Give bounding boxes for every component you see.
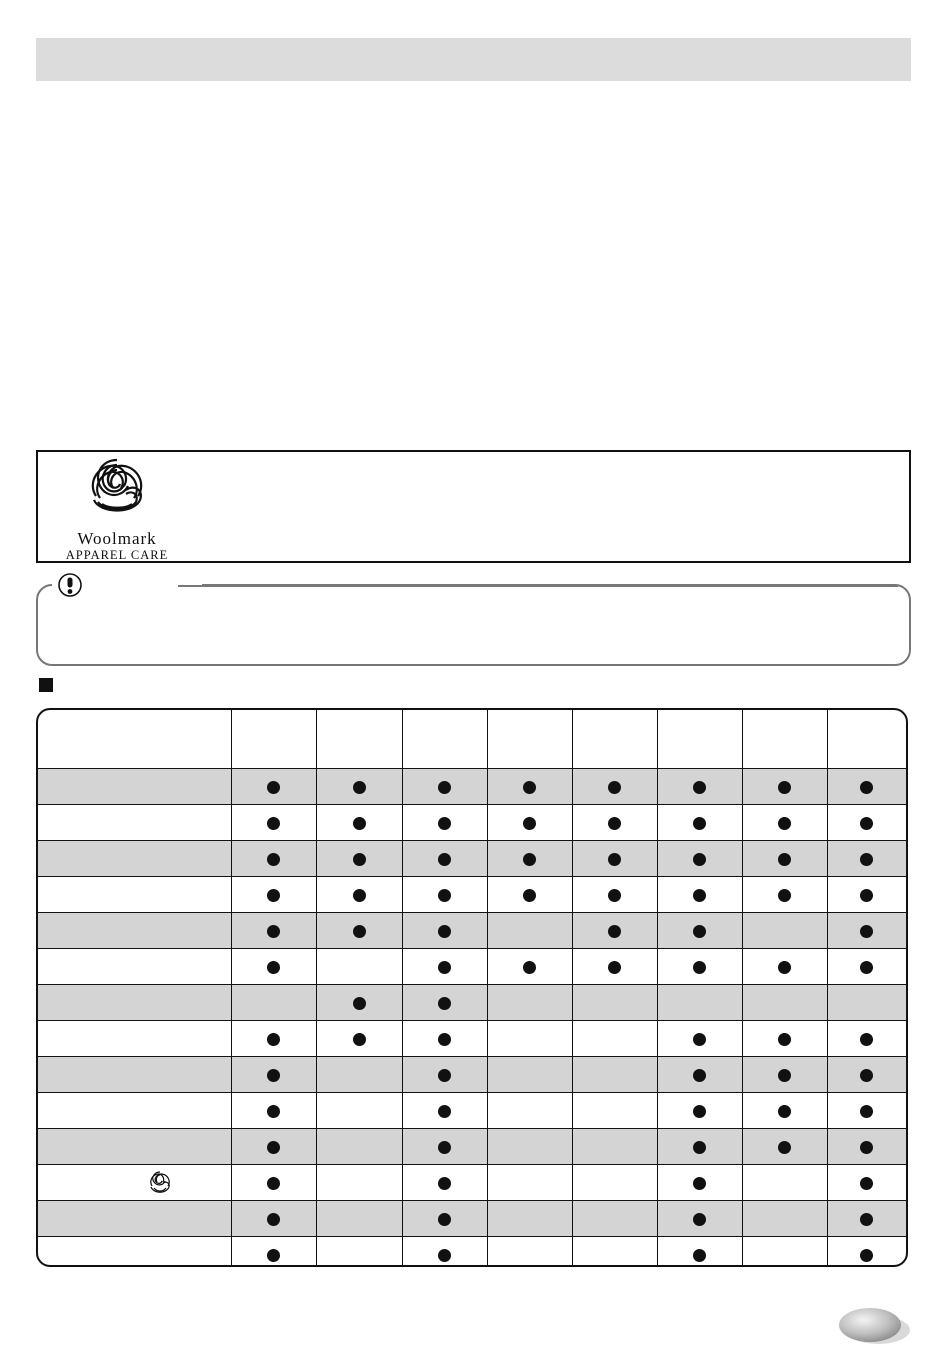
header-col-1 xyxy=(231,710,316,769)
check-dot xyxy=(693,853,706,866)
check-dot xyxy=(778,961,791,974)
check-dot xyxy=(267,853,280,866)
table-cell xyxy=(231,769,316,805)
table-cell xyxy=(231,985,316,1021)
check-dot xyxy=(860,961,873,974)
check-dot xyxy=(608,889,621,902)
check-dot xyxy=(860,1177,873,1190)
table-cell xyxy=(487,949,572,985)
table-cell xyxy=(827,1237,906,1268)
check-dot xyxy=(438,817,451,830)
table-cell xyxy=(231,841,316,877)
table-cell xyxy=(742,1021,827,1057)
table-cell xyxy=(827,805,906,841)
table-cell xyxy=(402,949,487,985)
row-label-cell xyxy=(38,1057,231,1093)
check-dot xyxy=(438,1141,451,1154)
exclamation-icon xyxy=(58,573,82,597)
check-dot xyxy=(267,1213,280,1226)
check-dot xyxy=(353,997,366,1010)
check-dot xyxy=(523,961,536,974)
table-cell xyxy=(487,1057,572,1093)
table-cell xyxy=(742,1129,827,1165)
check-dot xyxy=(778,781,791,794)
row-label-cell xyxy=(38,1201,231,1237)
table-row xyxy=(38,949,906,985)
table-cell xyxy=(827,1057,906,1093)
table-cell xyxy=(572,841,657,877)
row-label-cell xyxy=(38,985,231,1021)
table-cell xyxy=(742,913,827,949)
woolmark-notice-box xyxy=(36,450,911,563)
table-cell xyxy=(572,949,657,985)
header-col-7 xyxy=(742,710,827,769)
check-dot xyxy=(693,961,706,974)
table-cell xyxy=(487,1021,572,1057)
table-cell xyxy=(827,769,906,805)
row-label-cell xyxy=(38,805,231,841)
table-cell xyxy=(657,913,742,949)
woolmark-logo xyxy=(64,456,170,560)
check-dot xyxy=(693,1249,706,1262)
table-cell xyxy=(231,1129,316,1165)
check-dot xyxy=(608,961,621,974)
check-dot xyxy=(608,925,621,938)
table-cell xyxy=(402,985,487,1021)
table-cell xyxy=(487,913,572,949)
table-cell xyxy=(231,805,316,841)
table-header-row xyxy=(38,710,906,769)
check-dot xyxy=(778,853,791,866)
table-cell xyxy=(402,1021,487,1057)
table-cell xyxy=(487,769,572,805)
check-dot xyxy=(523,781,536,794)
table-row xyxy=(38,769,906,805)
table-cell xyxy=(742,949,827,985)
table-cell xyxy=(231,1057,316,1093)
check-dot xyxy=(438,781,451,794)
header-col-4 xyxy=(487,710,572,769)
row-label-cell xyxy=(38,841,231,877)
header-col-8 xyxy=(827,710,906,769)
table-cell xyxy=(827,1165,906,1201)
table-cell xyxy=(402,1165,487,1201)
check-dot xyxy=(353,925,366,938)
check-dot xyxy=(438,1033,451,1046)
table-cell xyxy=(742,1057,827,1093)
check-dot xyxy=(353,853,366,866)
check-dot xyxy=(267,1141,280,1154)
header-col-3 xyxy=(402,710,487,769)
table-row xyxy=(38,1165,906,1201)
table-cell xyxy=(657,949,742,985)
table-cell xyxy=(316,841,402,877)
table-cell xyxy=(316,1165,402,1201)
table-cell xyxy=(231,1165,316,1201)
check-dot xyxy=(267,1177,280,1190)
check-dot xyxy=(267,781,280,794)
table-cell xyxy=(657,769,742,805)
table-cell xyxy=(827,913,906,949)
check-dot xyxy=(353,781,366,794)
program-table xyxy=(36,708,908,1267)
check-dot xyxy=(693,1177,706,1190)
table-row xyxy=(38,805,906,841)
table-cell xyxy=(487,1093,572,1129)
check-dot xyxy=(860,1069,873,1082)
table-cell xyxy=(572,1057,657,1093)
check-dot xyxy=(693,925,706,938)
check-dot xyxy=(860,925,873,938)
table-cell xyxy=(742,1237,827,1268)
row-label-cell xyxy=(38,1165,231,1201)
table-cell xyxy=(572,877,657,913)
check-dot xyxy=(523,817,536,830)
table-cell xyxy=(742,1165,827,1201)
table-cell xyxy=(572,769,657,805)
check-dot xyxy=(353,889,366,902)
row-label-cell xyxy=(38,913,231,949)
table-row xyxy=(38,1129,906,1165)
check-dot xyxy=(267,1249,280,1262)
table-cell xyxy=(487,985,572,1021)
check-dot xyxy=(860,817,873,830)
row-label-cell xyxy=(38,1237,231,1268)
table-cell xyxy=(827,1201,906,1237)
row-label-cell xyxy=(38,769,231,805)
table-cell xyxy=(402,877,487,913)
table-cell xyxy=(572,985,657,1021)
table-cell xyxy=(231,877,316,913)
table-cell xyxy=(316,877,402,913)
table-cell xyxy=(572,1165,657,1201)
check-dot xyxy=(438,961,451,974)
check-dot xyxy=(267,1069,280,1082)
header-label-cell xyxy=(38,710,231,769)
woolmark-logo-icon xyxy=(82,456,152,518)
check-dot xyxy=(608,817,621,830)
check-dot xyxy=(438,853,451,866)
table-cell xyxy=(316,1129,402,1165)
table-cell xyxy=(657,1201,742,1237)
table-cell xyxy=(827,1129,906,1165)
table-cell xyxy=(487,1201,572,1237)
woolmark-brand xyxy=(64,530,170,562)
check-dot xyxy=(438,1213,451,1226)
check-dot xyxy=(267,1033,280,1046)
table-cell xyxy=(231,1021,316,1057)
table-row xyxy=(38,1057,906,1093)
check-dot xyxy=(438,1105,451,1118)
check-dot xyxy=(860,1141,873,1154)
check-dot xyxy=(353,817,366,830)
check-dot xyxy=(860,1213,873,1226)
check-dot xyxy=(778,889,791,902)
table-cell xyxy=(657,1165,742,1201)
check-dot xyxy=(267,817,280,830)
check-dot xyxy=(860,1033,873,1046)
check-dot xyxy=(438,925,451,938)
table-cell xyxy=(316,913,402,949)
header-col-5 xyxy=(572,710,657,769)
table-cell xyxy=(657,877,742,913)
table-row xyxy=(38,1237,906,1268)
row-label-cell xyxy=(38,877,231,913)
check-dot xyxy=(693,1141,706,1154)
woolmark-small-icon xyxy=(147,1170,173,1196)
check-dot xyxy=(778,1033,791,1046)
table-cell xyxy=(402,841,487,877)
check-dot xyxy=(267,889,280,902)
table-cell xyxy=(572,1129,657,1165)
table-row xyxy=(38,877,906,913)
table-cell xyxy=(316,1093,402,1129)
table-cell xyxy=(402,1057,487,1093)
check-dot xyxy=(267,925,280,938)
check-dot xyxy=(693,889,706,902)
page-number-oval xyxy=(836,1306,912,1346)
check-dot xyxy=(860,1105,873,1118)
table-cell xyxy=(316,949,402,985)
row-label-cell xyxy=(38,1093,231,1129)
table-cell xyxy=(827,985,906,1021)
header-col-2 xyxy=(316,710,402,769)
table-cell xyxy=(402,1093,487,1129)
table-row xyxy=(38,913,906,949)
table-cell xyxy=(487,877,572,913)
check-dot xyxy=(523,853,536,866)
table-cell xyxy=(231,949,316,985)
table-cell xyxy=(316,805,402,841)
check-dot xyxy=(778,817,791,830)
check-dot xyxy=(693,1105,706,1118)
table-cell xyxy=(742,1201,827,1237)
check-dot xyxy=(693,817,706,830)
row-label-cell xyxy=(38,949,231,985)
table-cell xyxy=(231,1093,316,1129)
table-cell xyxy=(827,949,906,985)
table-cell xyxy=(742,769,827,805)
table-body xyxy=(38,769,906,1268)
check-dot xyxy=(438,1249,451,1262)
row-label-cell xyxy=(38,1129,231,1165)
table-cell xyxy=(742,805,827,841)
table-cell xyxy=(316,1201,402,1237)
check-dot xyxy=(438,1069,451,1082)
header-col-6 xyxy=(657,710,742,769)
table-cell xyxy=(572,805,657,841)
table-cell xyxy=(572,1093,657,1129)
table-row xyxy=(38,985,906,1021)
table-cell xyxy=(742,877,827,913)
table-cell xyxy=(316,769,402,805)
check-dot xyxy=(267,1105,280,1118)
table-cell xyxy=(827,1021,906,1057)
table-cell xyxy=(402,1201,487,1237)
section-bullet xyxy=(39,678,53,692)
table-cell xyxy=(572,1021,657,1057)
check-dot xyxy=(438,889,451,902)
table-cell xyxy=(742,841,827,877)
table-cell xyxy=(657,1093,742,1129)
table-cell xyxy=(231,1201,316,1237)
check-dot xyxy=(778,1141,791,1154)
table-cell xyxy=(402,769,487,805)
table-row xyxy=(38,1093,906,1129)
check-dot xyxy=(523,889,536,902)
table-cell xyxy=(402,1237,487,1268)
check-dot xyxy=(693,1213,706,1226)
check-dot xyxy=(693,781,706,794)
check-dot xyxy=(693,1033,706,1046)
table-cell xyxy=(402,805,487,841)
table-cell xyxy=(402,1129,487,1165)
check-dot xyxy=(608,853,621,866)
table-cell xyxy=(316,1057,402,1093)
woolmark-brand-line2: APPAREL CARE xyxy=(65,548,169,562)
table-cell xyxy=(742,985,827,1021)
caution-box xyxy=(36,584,911,666)
table-cell xyxy=(316,985,402,1021)
check-dot xyxy=(778,1069,791,1082)
table-cell xyxy=(487,1237,572,1268)
table-cell xyxy=(827,877,906,913)
check-dot xyxy=(778,1105,791,1118)
check-dot xyxy=(353,1033,366,1046)
table-cell xyxy=(572,913,657,949)
table-row xyxy=(38,1201,906,1237)
table-cell xyxy=(742,1093,827,1129)
check-dot xyxy=(267,961,280,974)
caution-rule xyxy=(178,585,898,587)
table-row xyxy=(38,841,906,877)
table-cell xyxy=(487,1129,572,1165)
table-cell xyxy=(487,805,572,841)
woolmark-brand-line1: Woolmark xyxy=(77,529,157,548)
table-cell xyxy=(231,1237,316,1268)
table-cell xyxy=(827,841,906,877)
table-cell xyxy=(657,1237,742,1268)
table-cell xyxy=(657,985,742,1021)
row-label-cell xyxy=(38,1021,231,1057)
table-cell xyxy=(487,841,572,877)
check-dot xyxy=(438,1177,451,1190)
check-dot xyxy=(693,1069,706,1082)
check-dot xyxy=(860,853,873,866)
table-cell xyxy=(572,1201,657,1237)
header-bar xyxy=(36,38,911,81)
table-cell xyxy=(657,805,742,841)
table-cell xyxy=(657,841,742,877)
table-cell xyxy=(487,1165,572,1201)
table-cell xyxy=(657,1021,742,1057)
table-cell xyxy=(316,1237,402,1268)
table-cell xyxy=(657,1129,742,1165)
table-cell xyxy=(402,913,487,949)
table-cell xyxy=(316,1021,402,1057)
table-row xyxy=(38,1021,906,1057)
check-dot xyxy=(438,997,451,1010)
table-cell xyxy=(231,913,316,949)
check-dot xyxy=(860,781,873,794)
check-dot xyxy=(608,781,621,794)
check-dot xyxy=(860,889,873,902)
table-cell xyxy=(657,1057,742,1093)
check-dot xyxy=(860,1249,873,1262)
table-cell xyxy=(827,1093,906,1129)
table-cell xyxy=(572,1237,657,1268)
